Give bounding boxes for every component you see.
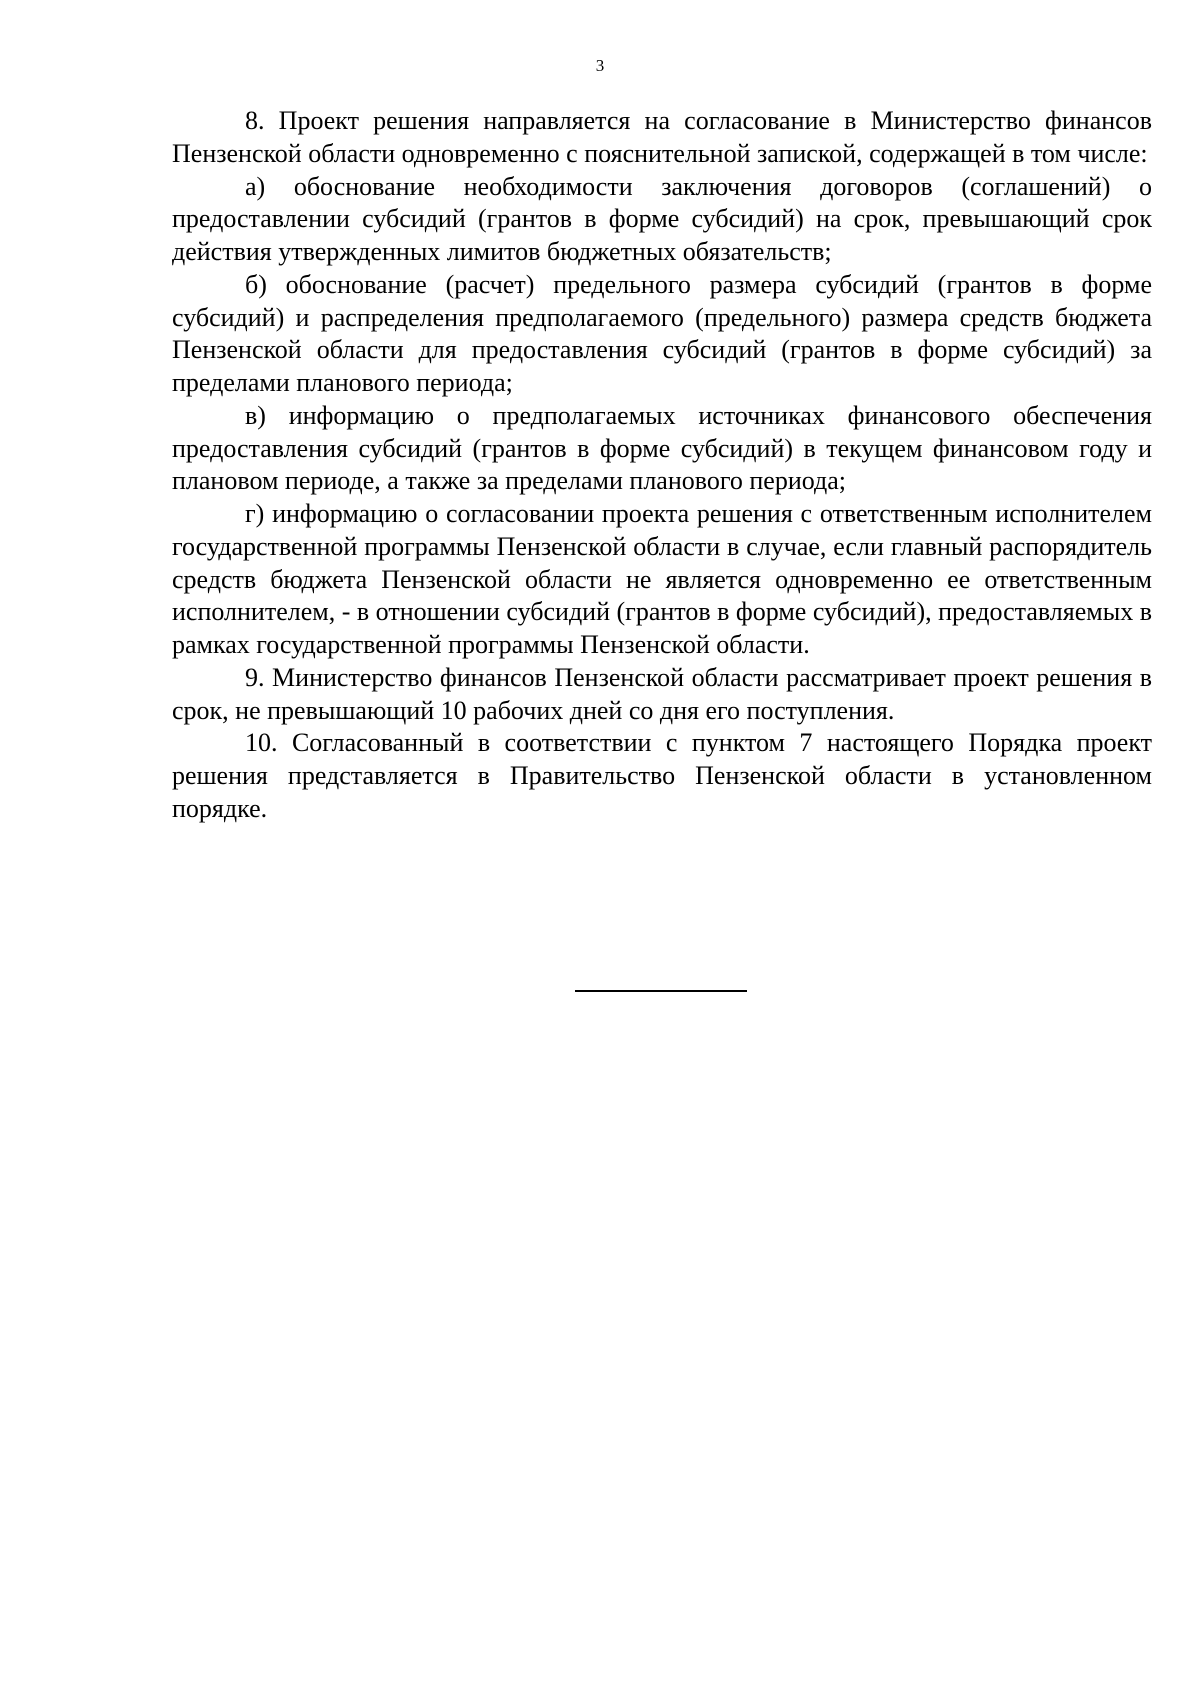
paragraph-item-10: 10. Согласованный в соответствии с пунктом 7 настоящего Порядка проект решения представляется в Правительство Пензенской области в установленном порядке. [172,728,1152,823]
page-number: 3 [595,56,605,75]
paragraph-item-8: 8. Проект решения направляется на согласование в Министерство финансов Пензенской области одновременно с пояснительной запиской, содержащей в том числе: [172,106,1152,168]
paragraph-subitem-g: г) информацию о согласовании проекта решения с ответственным исполнителем государственной программы Пензенской области в случае, если главный распорядитель средств бюджета Пензенской области не является одновременно ее ответственным исполнителем, - в отношении субсидий (грантов в форме субсидий), предоставляемых в рамках государственной программы Пензенской области. [172,499,1152,659]
paragraph-item-9: 9. Министерство финансов Пензенской области рассматривает проект решения в срок, не превышающий 10 рабочих дней со дня его поступления. [172,662,1152,725]
closing-divider [575,990,747,992]
document-body [172,105,1152,826]
paragraph-subitem-v: в) информацию о предполагаемых источниках финансового обеспечения предоставления субсидий (грантов в форме субсидий) в текущем финансовом году и плановом периоде, а также за пределами планового периода; [172,400,1152,496]
paragraph-subitem-a: а) обоснование необходимости заключения договоров (соглашений) о предоставлении субсидий (грантов в форме субсидий) на срок, превышающий срок действия утвержденных лимитов бюджетных обязательств; [172,171,1152,266]
paragraph-subitem-b: б) обоснование (расчет) предельного размера субсидий (грантов в форме субсидий) и распределения предполагаемого (предельного) размера средств бюджета Пензенской области для предоставления субсидий (грантов в форме субсидий) за пределами планового периода; [172,269,1152,397]
